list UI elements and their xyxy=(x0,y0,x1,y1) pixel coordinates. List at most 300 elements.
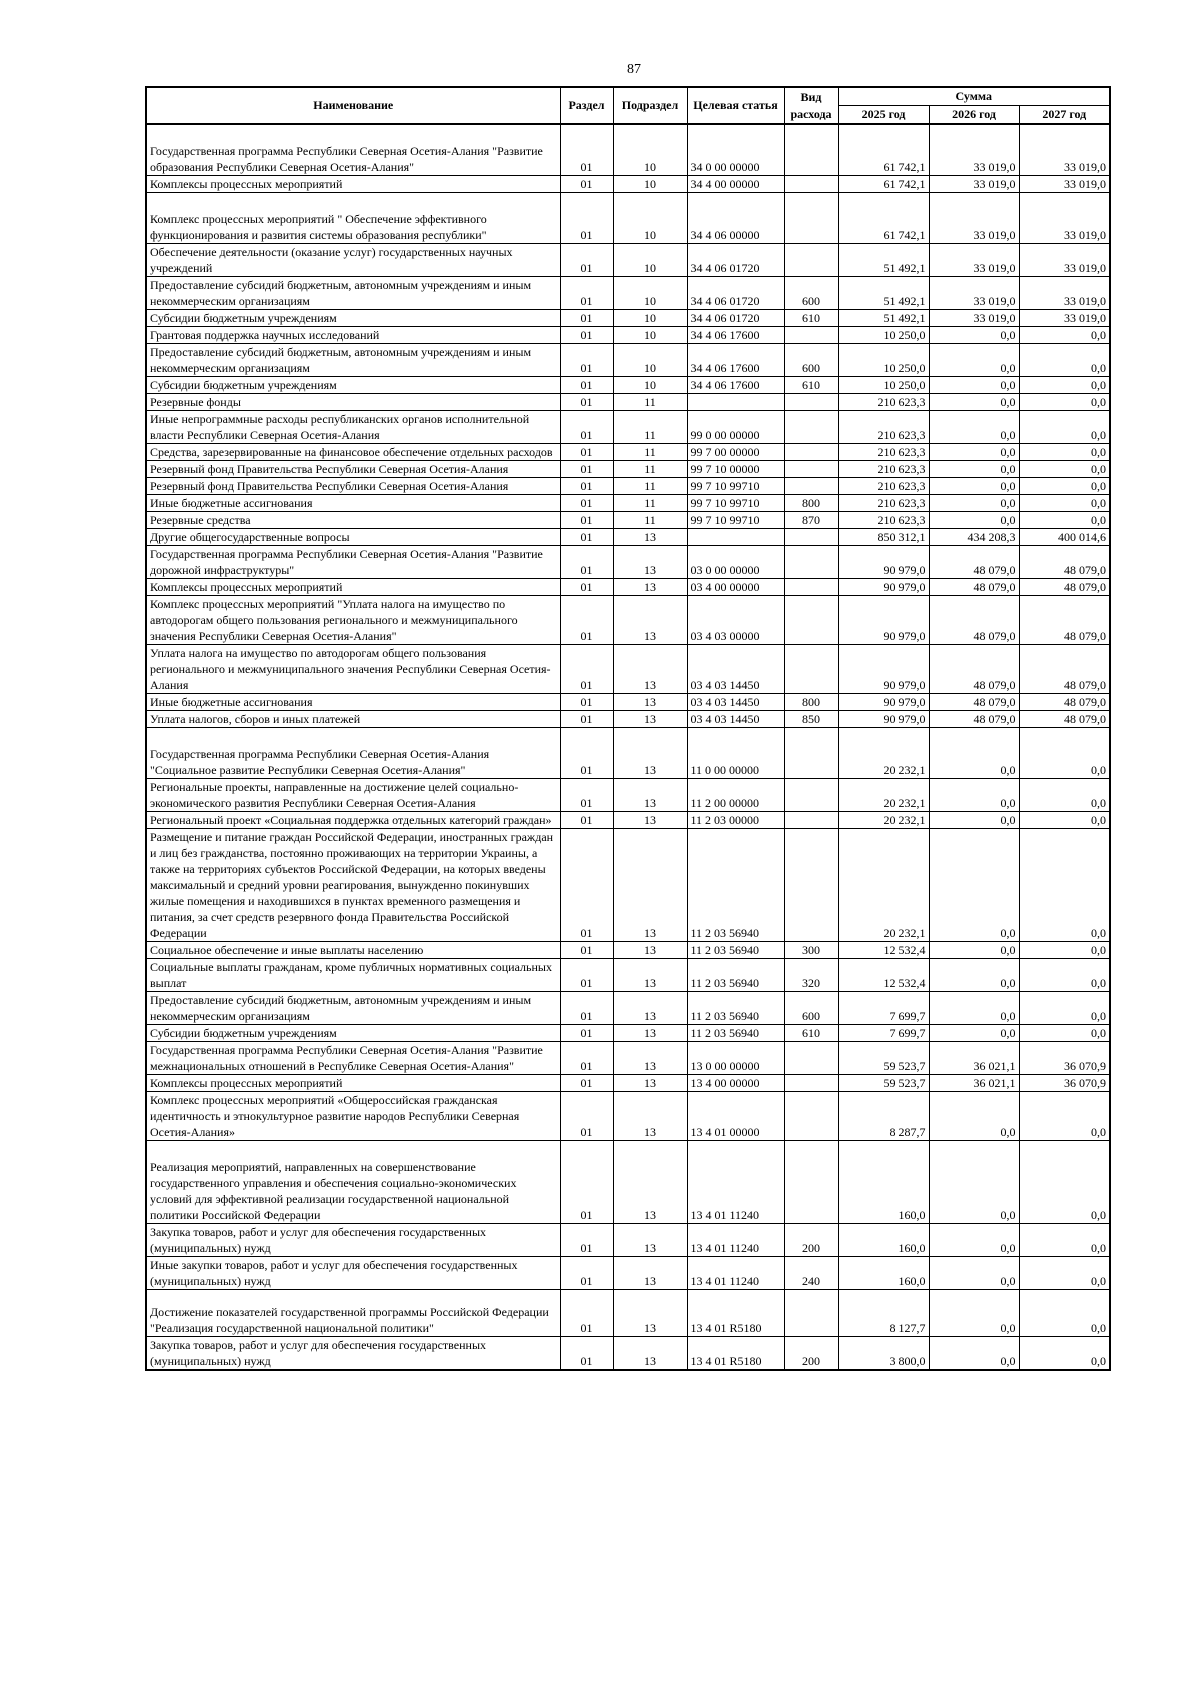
row-sum-2026: 0,0 xyxy=(929,495,1019,512)
row-sum-2027: 0,0 xyxy=(1019,495,1110,512)
table-row xyxy=(146,529,1110,546)
header-target: Целевая статья xyxy=(687,87,784,124)
row-subsection: 13 xyxy=(613,1337,687,1371)
row-kind xyxy=(784,812,838,829)
row-sum-2027: 33 019,0 xyxy=(1019,277,1110,310)
row-kind xyxy=(784,478,838,495)
row-subsection: 13 xyxy=(613,812,687,829)
row-sum-2027: 0,0 xyxy=(1019,728,1110,779)
row-section: 01 xyxy=(560,124,613,176)
row-sum-2026: 0,0 xyxy=(929,829,1019,942)
row-target: 11 2 00 00000 xyxy=(687,779,784,812)
row-sum-2027: 0,0 xyxy=(1019,478,1110,495)
row-sum-2027: 33 019,0 xyxy=(1019,124,1110,176)
row-sum-2025: 3 800,0 xyxy=(838,1337,929,1371)
row-sum-2027: 0,0 xyxy=(1019,411,1110,444)
table-row xyxy=(146,942,1110,959)
row-sum-2026: 0,0 xyxy=(929,478,1019,495)
row-sum-2026: 0,0 xyxy=(929,942,1019,959)
row-sum-2025: 90 979,0 xyxy=(838,596,929,645)
row-sum-2026: 36 021,1 xyxy=(929,1075,1019,1092)
row-name: Иные непрограммные расходы республиканских органов исполнительной власти Республики Северная Осетия-Алания xyxy=(146,411,560,444)
row-kind: 610 xyxy=(784,310,838,327)
row-sum-2026: 0,0 xyxy=(929,1092,1019,1141)
row-sum-2026: 33 019,0 xyxy=(929,310,1019,327)
row-sum-2027: 400 014,6 xyxy=(1019,529,1110,546)
row-sum-2026: 0,0 xyxy=(929,959,1019,992)
row-sum-2026: 0,0 xyxy=(929,728,1019,779)
table-row xyxy=(146,812,1110,829)
row-sum-2025: 51 492,1 xyxy=(838,310,929,327)
row-name: Региональный проект «Социальная поддержка отдельных категорий граждан» xyxy=(146,812,560,829)
row-section: 01 xyxy=(560,546,613,579)
row-kind xyxy=(784,461,838,478)
row-section: 01 xyxy=(560,529,613,546)
row-name: Государственная программа Республики Северная Осетия-Алания "Развитие образования Республики Северная Осетия-Алания" xyxy=(146,124,560,176)
row-kind xyxy=(784,529,838,546)
row-sum-2025: 90 979,0 xyxy=(838,711,929,728)
row-kind xyxy=(784,244,838,277)
row-sum-2027: 48 079,0 xyxy=(1019,645,1110,694)
header-year-2025: 2025 год xyxy=(838,106,929,125)
row-subsection: 10 xyxy=(613,277,687,310)
table-row xyxy=(146,478,1110,495)
row-subsection: 10 xyxy=(613,377,687,394)
header-sum: Сумма xyxy=(838,87,1110,106)
row-name: Предоставление субсидий бюджетным, автономным учреждениям и иным некоммерческим организациям xyxy=(146,277,560,310)
row-target: 99 7 10 99710 xyxy=(687,512,784,529)
row-kind xyxy=(784,1075,838,1092)
row-section: 01 xyxy=(560,176,613,193)
row-sum-2027: 48 079,0 xyxy=(1019,711,1110,728)
row-section: 01 xyxy=(560,277,613,310)
row-kind xyxy=(784,579,838,596)
row-kind xyxy=(784,124,838,176)
row-kind xyxy=(784,779,838,812)
row-target: 34 4 06 00000 xyxy=(687,193,784,244)
row-sum-2027: 0,0 xyxy=(1019,829,1110,942)
row-sum-2027: 0,0 xyxy=(1019,1092,1110,1141)
row-sum-2026: 0,0 xyxy=(929,394,1019,411)
row-name: Резервные средства xyxy=(146,512,560,529)
header-year-2026: 2026 год xyxy=(929,106,1019,125)
row-section: 01 xyxy=(560,344,613,377)
row-sum-2025: 61 742,1 xyxy=(838,124,929,176)
row-sum-2027: 0,0 xyxy=(1019,394,1110,411)
row-name: Предоставление субсидий бюджетным, автономным учреждениям и иным некоммерческим организациям xyxy=(146,992,560,1025)
row-section: 01 xyxy=(560,959,613,992)
row-sum-2025: 10 250,0 xyxy=(838,344,929,377)
table-row xyxy=(146,344,1110,377)
row-sum-2027: 36 070,9 xyxy=(1019,1075,1110,1092)
row-target: 34 4 00 00000 xyxy=(687,176,784,193)
row-subsection: 10 xyxy=(613,244,687,277)
row-sum-2027: 0,0 xyxy=(1019,959,1110,992)
row-sum-2026: 48 079,0 xyxy=(929,579,1019,596)
row-name: Обеспечение деятельности (оказание услуг) государственных научных учреждений xyxy=(146,244,560,277)
row-sum-2025: 160,0 xyxy=(838,1224,929,1257)
row-sum-2025: 8 287,7 xyxy=(838,1092,929,1141)
row-name: Резервный фонд Правительства Республики Северная Осетия-Алания xyxy=(146,478,560,495)
row-subsection: 13 xyxy=(613,645,687,694)
row-target: 99 0 00 00000 xyxy=(687,411,784,444)
table-row xyxy=(146,546,1110,579)
row-sum-2025: 20 232,1 xyxy=(838,812,929,829)
row-sum-2025: 20 232,1 xyxy=(838,728,929,779)
row-sum-2026: 48 079,0 xyxy=(929,711,1019,728)
row-sum-2025: 59 523,7 xyxy=(838,1075,929,1092)
row-sum-2025: 7 699,7 xyxy=(838,992,929,1025)
table-body xyxy=(146,124,1110,1370)
table-row xyxy=(146,310,1110,327)
row-kind: 300 xyxy=(784,942,838,959)
row-sum-2025: 59 523,7 xyxy=(838,1042,929,1075)
row-kind: 800 xyxy=(784,694,838,711)
row-sum-2026: 0,0 xyxy=(929,1257,1019,1290)
row-name: Субсидии бюджетным учреждениям xyxy=(146,377,560,394)
row-target: 13 4 01 R5180 xyxy=(687,1337,784,1371)
row-sum-2027: 0,0 xyxy=(1019,377,1110,394)
row-subsection: 10 xyxy=(613,327,687,344)
table-row xyxy=(146,711,1110,728)
row-sum-2025: 210 623,3 xyxy=(838,478,929,495)
row-sum-2025: 51 492,1 xyxy=(838,277,929,310)
table-row xyxy=(146,992,1110,1025)
row-sum-2027: 36 070,9 xyxy=(1019,1042,1110,1075)
row-section: 01 xyxy=(560,1257,613,1290)
row-kind: 200 xyxy=(784,1224,838,1257)
table-row xyxy=(146,193,1110,244)
row-target: 34 0 00 00000 xyxy=(687,124,784,176)
row-section: 01 xyxy=(560,327,613,344)
table-row xyxy=(146,645,1110,694)
row-sum-2026: 0,0 xyxy=(929,344,1019,377)
row-name: Субсидии бюджетным учреждениям xyxy=(146,310,560,327)
row-name: Региональные проекты, направленные на достижение целей социально-экономического развития Республики Северная Осетия-Алания xyxy=(146,779,560,812)
row-sum-2027: 0,0 xyxy=(1019,327,1110,344)
header-section: Раздел xyxy=(560,87,613,124)
row-sum-2026: 0,0 xyxy=(929,779,1019,812)
row-kind: 610 xyxy=(784,377,838,394)
row-kind: 610 xyxy=(784,1025,838,1042)
table-row xyxy=(146,277,1110,310)
row-kind xyxy=(784,829,838,942)
row-subsection: 10 xyxy=(613,124,687,176)
row-subsection: 11 xyxy=(613,444,687,461)
row-sum-2025: 12 532,4 xyxy=(838,942,929,959)
row-sum-2025: 90 979,0 xyxy=(838,579,929,596)
table-row xyxy=(146,596,1110,645)
row-kind: 600 xyxy=(784,344,838,377)
row-subsection: 13 xyxy=(613,1141,687,1224)
row-target: 13 4 00 00000 xyxy=(687,1075,784,1092)
row-sum-2025: 210 623,3 xyxy=(838,444,929,461)
row-section: 01 xyxy=(560,512,613,529)
row-kind xyxy=(784,176,838,193)
row-name: Уплата налога на имущество по автодорогам общего пользования регионального и межмуниципального значения Республики Северная Осетия-Алания xyxy=(146,645,560,694)
row-target: 11 2 03 00000 xyxy=(687,812,784,829)
row-target: 34 4 06 17600 xyxy=(687,344,784,377)
row-subsection: 11 xyxy=(613,394,687,411)
row-section: 01 xyxy=(560,1025,613,1042)
row-kind xyxy=(784,596,838,645)
row-name: Другие общегосударственные вопросы xyxy=(146,529,560,546)
row-target: 11 2 03 56940 xyxy=(687,992,784,1025)
row-kind xyxy=(784,1141,838,1224)
row-sum-2025: 210 623,3 xyxy=(838,394,929,411)
table-row xyxy=(146,728,1110,779)
row-target: 03 4 03 14450 xyxy=(687,711,784,728)
row-section: 01 xyxy=(560,411,613,444)
row-sum-2025: 850 312,1 xyxy=(838,529,929,546)
row-section: 01 xyxy=(560,596,613,645)
row-sum-2026: 0,0 xyxy=(929,1337,1019,1371)
row-sum-2025: 8 127,7 xyxy=(838,1290,929,1337)
row-subsection: 13 xyxy=(613,694,687,711)
row-sum-2027: 0,0 xyxy=(1019,1141,1110,1224)
row-section: 01 xyxy=(560,728,613,779)
row-target: 03 0 00 00000 xyxy=(687,546,784,579)
table-row xyxy=(146,694,1110,711)
table-row xyxy=(146,377,1110,394)
row-subsection: 13 xyxy=(613,1224,687,1257)
row-sum-2025: 7 699,7 xyxy=(838,1025,929,1042)
table-row xyxy=(146,244,1110,277)
row-name: Резервные фонды xyxy=(146,394,560,411)
row-sum-2026: 33 019,0 xyxy=(929,277,1019,310)
row-section: 01 xyxy=(560,495,613,512)
row-sum-2025: 61 742,1 xyxy=(838,176,929,193)
row-sum-2025: 10 250,0 xyxy=(838,377,929,394)
table-row xyxy=(146,959,1110,992)
row-kind xyxy=(784,645,838,694)
row-section: 01 xyxy=(560,1290,613,1337)
row-target: 99 7 00 00000 xyxy=(687,444,784,461)
row-subsection: 13 xyxy=(613,942,687,959)
row-section: 01 xyxy=(560,779,613,812)
row-target: 99 7 10 99710 xyxy=(687,478,784,495)
row-target: 34 4 06 17600 xyxy=(687,377,784,394)
row-name: Социальное обеспечение и иные выплаты населению xyxy=(146,942,560,959)
row-name: Комплексы процессных мероприятий xyxy=(146,1075,560,1092)
row-kind xyxy=(784,1042,838,1075)
table-row xyxy=(146,411,1110,444)
row-target: 34 4 06 01720 xyxy=(687,277,784,310)
row-sum-2026: 0,0 xyxy=(929,411,1019,444)
header-subsection: Подраздел xyxy=(613,87,687,124)
row-subsection: 13 xyxy=(613,992,687,1025)
row-target: 99 7 10 00000 xyxy=(687,461,784,478)
row-sum-2027: 33 019,0 xyxy=(1019,176,1110,193)
table-row xyxy=(146,1042,1110,1075)
header-kind: Вид расхода xyxy=(784,87,838,124)
row-kind xyxy=(784,394,838,411)
row-section: 01 xyxy=(560,461,613,478)
row-target: 03 4 03 14450 xyxy=(687,645,784,694)
row-sum-2027: 0,0 xyxy=(1019,461,1110,478)
table-row xyxy=(146,829,1110,942)
row-subsection: 13 xyxy=(613,829,687,942)
row-section: 01 xyxy=(560,244,613,277)
row-sum-2026: 0,0 xyxy=(929,327,1019,344)
row-subsection: 13 xyxy=(613,596,687,645)
row-sum-2027: 0,0 xyxy=(1019,1290,1110,1337)
row-sum-2025: 160,0 xyxy=(838,1257,929,1290)
header-year-2027: 2027 год xyxy=(1019,106,1110,125)
row-sum-2027: 33 019,0 xyxy=(1019,244,1110,277)
row-target: 11 0 00 00000 xyxy=(687,728,784,779)
row-sum-2026: 33 019,0 xyxy=(929,124,1019,176)
row-name: Иные бюджетные ассигнования xyxy=(146,694,560,711)
row-sum-2026: 0,0 xyxy=(929,1025,1019,1042)
row-target xyxy=(687,529,784,546)
row-subsection: 13 xyxy=(613,779,687,812)
row-kind: 600 xyxy=(784,277,838,310)
row-sum-2026: 33 019,0 xyxy=(929,193,1019,244)
row-subsection: 13 xyxy=(613,529,687,546)
row-target xyxy=(687,394,784,411)
table-row xyxy=(146,579,1110,596)
row-subsection: 13 xyxy=(613,579,687,596)
row-name: Комплекс процессных мероприятий "Уплата налога на имущество по автодорогам общего пользования регионального и межмуниципального значения Республики Северная Осетия-Алания" xyxy=(146,596,560,645)
row-kind xyxy=(784,193,838,244)
row-kind: 320 xyxy=(784,959,838,992)
row-target: 11 2 03 56940 xyxy=(687,942,784,959)
row-section: 01 xyxy=(560,377,613,394)
row-subsection: 11 xyxy=(613,411,687,444)
row-sum-2027: 0,0 xyxy=(1019,512,1110,529)
row-subsection: 13 xyxy=(613,711,687,728)
row-target: 03 4 03 14450 xyxy=(687,694,784,711)
row-sum-2026: 48 079,0 xyxy=(929,546,1019,579)
row-name: Иные закупки товаров, работ и услуг для обеспечения государственных (муниципальных) нужд xyxy=(146,1257,560,1290)
row-section: 01 xyxy=(560,711,613,728)
row-sum-2025: 20 232,1 xyxy=(838,779,929,812)
row-section: 01 xyxy=(560,1224,613,1257)
row-sum-2026: 0,0 xyxy=(929,512,1019,529)
row-section: 01 xyxy=(560,1337,613,1371)
row-subsection: 13 xyxy=(613,1042,687,1075)
row-sum-2026: 33 019,0 xyxy=(929,244,1019,277)
row-subsection: 13 xyxy=(613,546,687,579)
budget-table xyxy=(145,86,1111,1371)
row-kind xyxy=(784,327,838,344)
row-name: Иные бюджетные ассигнования xyxy=(146,495,560,512)
row-target: 13 4 01 R5180 xyxy=(687,1290,784,1337)
row-sum-2027: 0,0 xyxy=(1019,344,1110,377)
header-name: Наименование xyxy=(146,87,560,124)
row-sum-2025: 90 979,0 xyxy=(838,546,929,579)
row-kind xyxy=(784,1290,838,1337)
row-name: Размещение и питание граждан Российской Федерации, иностранных граждан и лиц без гражданства, постоянно проживающих на территории Украины, а также на территориях субъектов Российской Федерации, на которых введены максимальный и средний уровни реагирования, вынужденно покинувших жилые помещения и находившихся в пунктах временного размещения и питания, за счет средств резервного фонда Правительства Российской Федерации xyxy=(146,829,560,942)
row-target: 34 4 06 17600 xyxy=(687,327,784,344)
row-name: Социальные выплаты гражданам, кроме публичных нормативных социальных выплат xyxy=(146,959,560,992)
row-kind: 240 xyxy=(784,1257,838,1290)
row-subsection: 13 xyxy=(613,1257,687,1290)
row-section: 01 xyxy=(560,942,613,959)
row-sum-2026: 33 019,0 xyxy=(929,176,1019,193)
row-name: Реализация мероприятий, направленных на совершенствование государственного управления и обеспечения социально-экономических условий для эффективной реализации государственной национальной политики Российской Федерации xyxy=(146,1141,560,1224)
row-sum-2026: 0,0 xyxy=(929,992,1019,1025)
table-row xyxy=(146,461,1110,478)
row-section: 01 xyxy=(560,394,613,411)
row-sum-2025: 210 623,3 xyxy=(838,461,929,478)
row-section: 01 xyxy=(560,310,613,327)
row-section: 01 xyxy=(560,478,613,495)
row-name: Закупка товаров, работ и услуг для обеспечения государственных (муниципальных) нужд xyxy=(146,1337,560,1371)
row-name: Грантовая поддержка научных исследований xyxy=(146,327,560,344)
table-row xyxy=(146,1025,1110,1042)
row-kind xyxy=(784,728,838,779)
row-section: 01 xyxy=(560,1092,613,1141)
table-row xyxy=(146,1257,1110,1290)
row-target: 11 2 03 56940 xyxy=(687,829,784,942)
row-sum-2025: 210 623,3 xyxy=(838,512,929,529)
row-section: 01 xyxy=(560,694,613,711)
row-sum-2027: 48 079,0 xyxy=(1019,694,1110,711)
row-name: Резервный фонд Правительства Республики Северная Осетия-Алания xyxy=(146,461,560,478)
row-target: 11 2 03 56940 xyxy=(687,959,784,992)
table-row xyxy=(146,1092,1110,1141)
row-sum-2025: 90 979,0 xyxy=(838,694,929,711)
row-sum-2026: 0,0 xyxy=(929,377,1019,394)
row-subsection: 13 xyxy=(613,959,687,992)
row-sum-2027: 48 079,0 xyxy=(1019,579,1110,596)
row-subsection: 13 xyxy=(613,1025,687,1042)
row-kind: 200 xyxy=(784,1337,838,1371)
row-sum-2027: 0,0 xyxy=(1019,1337,1110,1371)
row-sum-2026: 48 079,0 xyxy=(929,694,1019,711)
row-name: Предоставление субсидий бюджетным, автономным учреждениям и иным некоммерческим организациям xyxy=(146,344,560,377)
row-sum-2027: 0,0 xyxy=(1019,444,1110,461)
row-sum-2027: 0,0 xyxy=(1019,1257,1110,1290)
row-subsection: 10 xyxy=(613,344,687,377)
row-subsection: 13 xyxy=(613,1290,687,1337)
row-section: 01 xyxy=(560,444,613,461)
table-row xyxy=(146,1075,1110,1092)
row-name: Государственная программа Республики Северная Осетия-Алания "Социальное развитие Республики Северная Осетия-Алания" xyxy=(146,728,560,779)
row-section: 01 xyxy=(560,1075,613,1092)
row-name: Комплекс процессных мероприятий " Обеспечение эффективного функционирования и развития системы образования республики" xyxy=(146,193,560,244)
table-row xyxy=(146,124,1110,176)
row-sum-2026: 0,0 xyxy=(929,812,1019,829)
row-section: 01 xyxy=(560,992,613,1025)
row-sum-2025: 20 232,1 xyxy=(838,829,929,942)
page-number: 87 xyxy=(627,62,641,77)
row-sum-2026: 48 079,0 xyxy=(929,596,1019,645)
table-row xyxy=(146,394,1110,411)
row-section: 01 xyxy=(560,579,613,596)
row-kind: 600 xyxy=(784,992,838,1025)
table-row xyxy=(146,1141,1110,1224)
table-row xyxy=(146,779,1110,812)
row-sum-2026: 434 208,3 xyxy=(929,529,1019,546)
row-target: 34 4 06 01720 xyxy=(687,310,784,327)
row-name: Государственная программа Республики Северная Осетия-Алания "Развитие межнациональных отношений в Республике Северная Осетия-Алания" xyxy=(146,1042,560,1075)
row-sum-2027: 33 019,0 xyxy=(1019,193,1110,244)
row-sum-2027: 0,0 xyxy=(1019,1025,1110,1042)
row-target: 13 4 01 11240 xyxy=(687,1257,784,1290)
row-sum-2026: 0,0 xyxy=(929,461,1019,478)
row-subsection: 13 xyxy=(613,1075,687,1092)
row-section: 01 xyxy=(560,1141,613,1224)
row-sum-2027: 0,0 xyxy=(1019,992,1110,1025)
row-name: Субсидии бюджетным учреждениям xyxy=(146,1025,560,1042)
row-kind xyxy=(784,444,838,461)
table-row xyxy=(146,327,1110,344)
row-kind: 870 xyxy=(784,512,838,529)
row-kind xyxy=(784,411,838,444)
